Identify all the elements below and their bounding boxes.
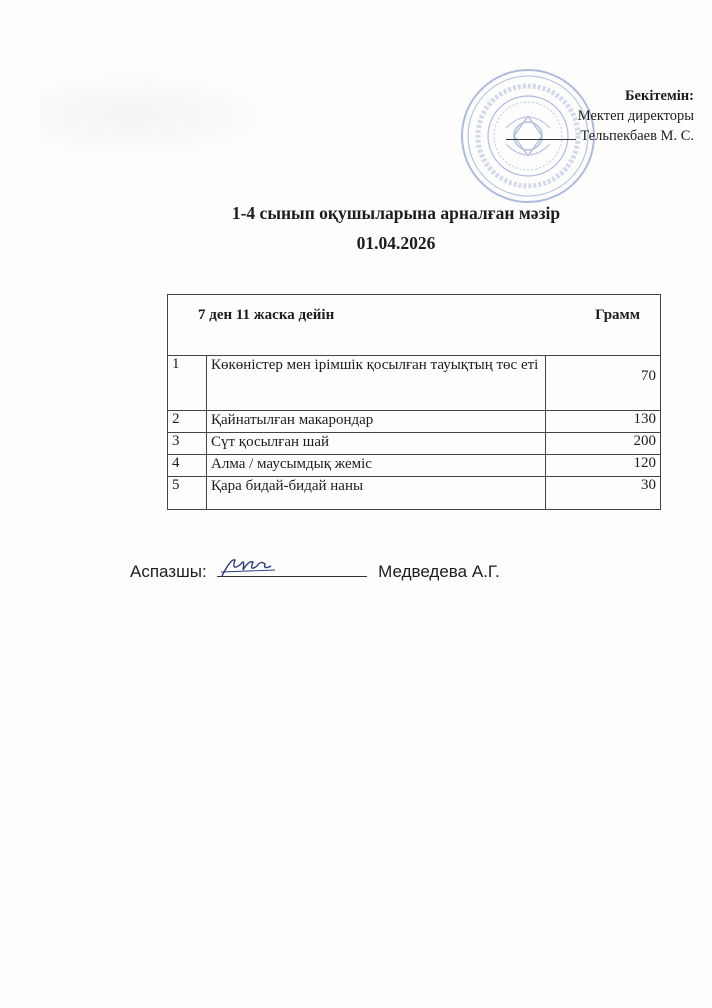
dish-grams: 200 <box>546 433 661 455</box>
table-row <box>168 433 661 455</box>
dish-grams: 70 <box>546 356 661 411</box>
column-header-age: 7 ден 11 жаска дейін <box>168 295 546 356</box>
row-number: 4 <box>168 455 207 477</box>
menu-table <box>167 294 661 510</box>
row-number: 1 <box>168 356 207 411</box>
approval-name: Тельпекбаев М. С. <box>580 128 694 144</box>
table-row <box>168 477 661 510</box>
row-number: 5 <box>168 477 207 510</box>
dish-grams: 30 <box>546 477 661 510</box>
row-number: 2 <box>168 411 207 433</box>
approval-signature <box>506 126 694 146</box>
cook-name: Медведева А.Г. <box>378 562 500 581</box>
handwritten-signature-icon <box>219 554 279 580</box>
column-header-grams: Грамм <box>546 295 661 356</box>
scan-smudge <box>40 70 270 160</box>
table-row <box>168 411 661 433</box>
table-header-row <box>168 295 661 356</box>
dish-name: Қайнатылған макарондар <box>207 411 546 433</box>
cook-label: Аспазшы: <box>130 562 207 581</box>
dish-name: Қара бидай-бидай наны <box>207 477 546 510</box>
dish-name: Алма / маусымдық жеміс <box>207 455 546 477</box>
document-title: 1-4 сынып оқушыларына арналған мәзір <box>231 203 561 223</box>
approval-position: Мектеп директоры <box>577 108 694 124</box>
table-row <box>168 356 661 411</box>
row-number: 3 <box>168 433 207 455</box>
document-header <box>0 198 712 258</box>
dish-grams: 120 <box>546 455 661 477</box>
dish-name: Көкөністер мен ірімшік қосылған тауықтың төс еті <box>207 356 546 411</box>
approval-signature-line <box>506 127 576 140</box>
document-date: 01.04.2026 <box>356 233 436 253</box>
dish-grams: 130 <box>546 411 661 433</box>
dish-name: Сүт қосылған шай <box>207 433 546 455</box>
cook-signature-row <box>130 562 500 582</box>
approval-title: Бекітемін: <box>624 88 694 104</box>
approval-block <box>506 86 694 146</box>
table-row <box>168 455 661 477</box>
cook-signature-line <box>217 562 367 577</box>
